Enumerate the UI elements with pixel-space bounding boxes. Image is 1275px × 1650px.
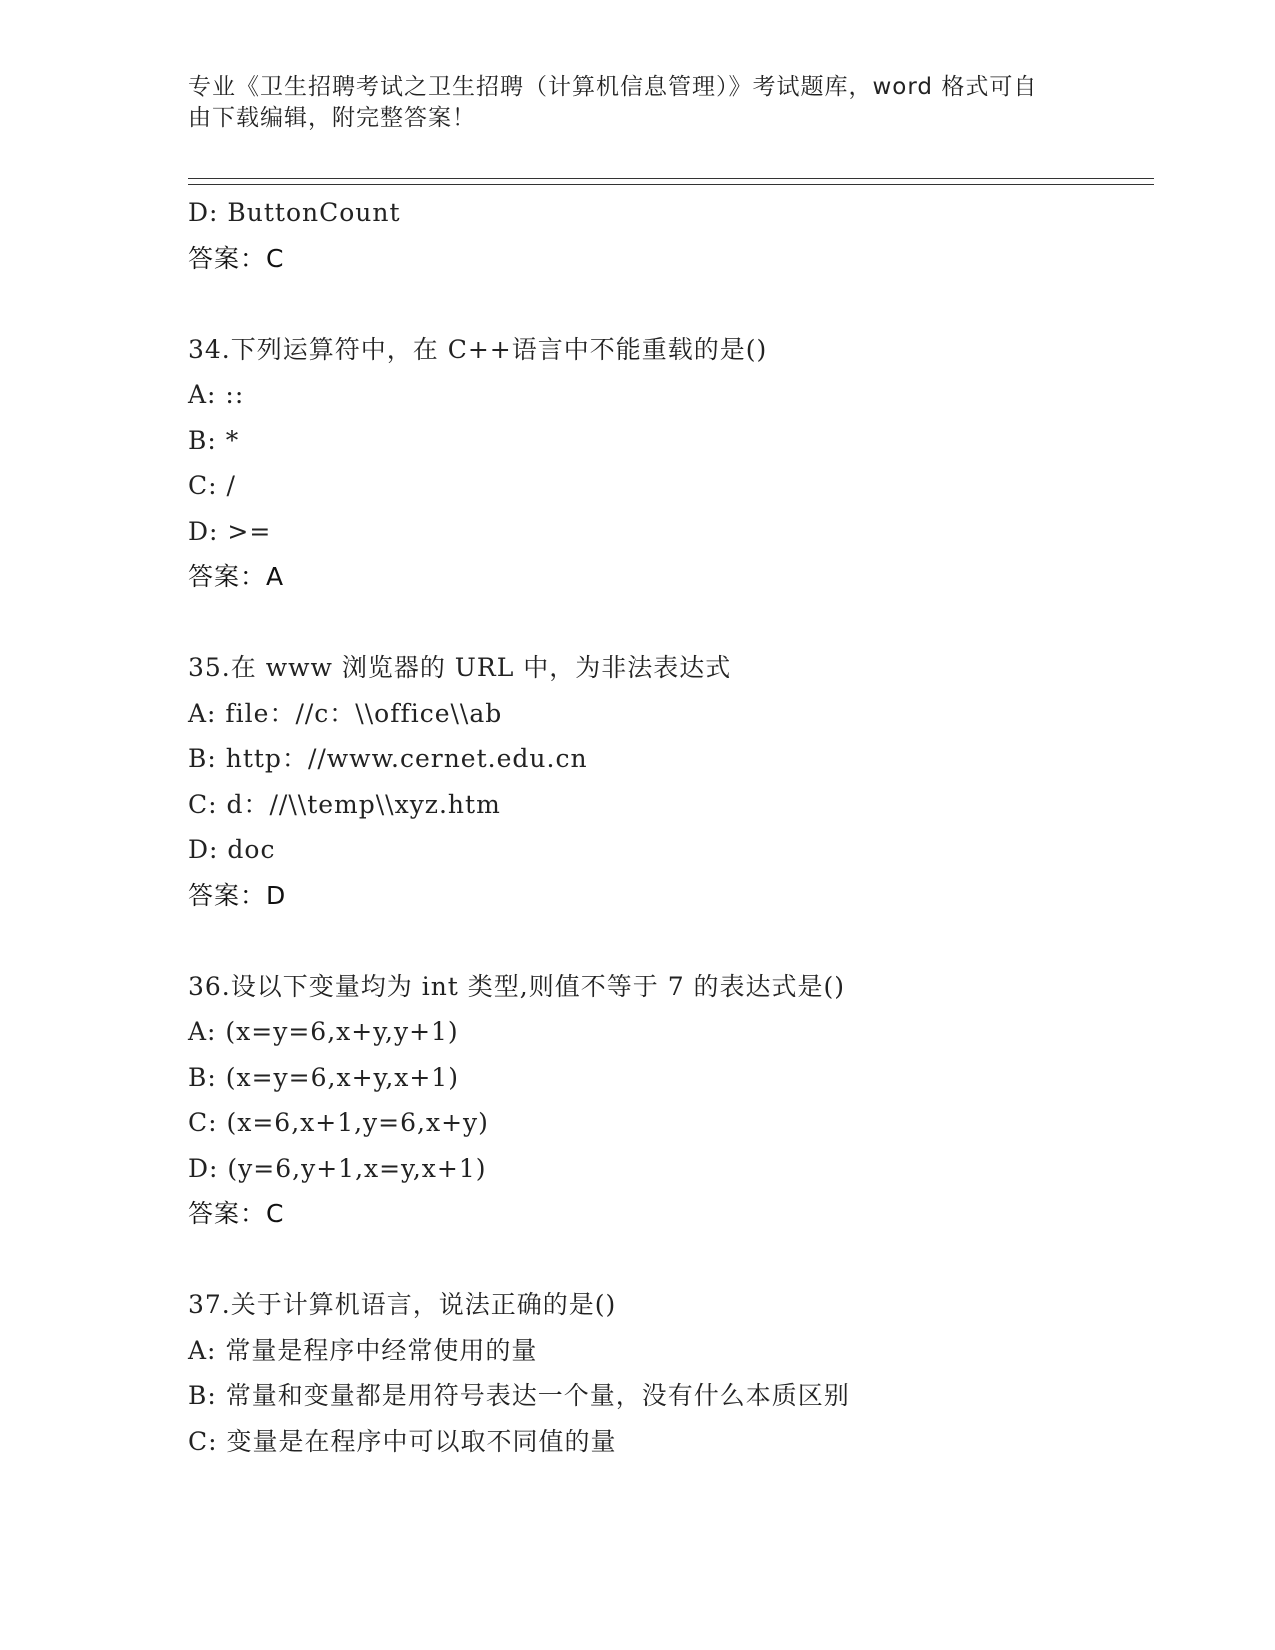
- header-line-2: 由下载编辑，附完整答案！: [188, 105, 476, 131]
- option-a: A: (x=y=6,x+y,y+1): [188, 1017, 459, 1046]
- header-divider-top: [188, 178, 1154, 179]
- option-b: B: http：//www.cernet.edu.cn: [188, 744, 588, 773]
- document-header: [188, 72, 1088, 134]
- question-stem: 35.在 www 浏览器的 URL 中，为非法表达式: [188, 653, 732, 682]
- option-b: B: *: [188, 425, 240, 455]
- answer-line: 答案：D: [188, 880, 287, 910]
- option-c: C: /: [188, 471, 236, 500]
- option-a: A: ::: [188, 380, 245, 409]
- option-c: C: 变量是在程序中可以取不同值的量: [188, 1426, 617, 1456]
- question-list: [188, 190, 1148, 1464]
- question-stem: 37.关于计算机语言，说法正确的是(): [188, 1290, 617, 1319]
- answer-line: 答案：C: [188, 1199, 285, 1228]
- option-d: D: (y=6,y+1,x=y,x+1): [188, 1153, 487, 1183]
- question-stem: 36.设以下变量均为 int 类型,则值不等于 7 的表达式是(): [188, 971, 846, 1001]
- option-d: D: ButtonCount: [188, 198, 401, 227]
- option-c: C: d：//\\temp\\xyz.htm: [188, 789, 501, 819]
- option-d: D: doc: [188, 835, 276, 864]
- answer-line: 答案：A: [188, 562, 285, 591]
- answer-line: 答案：C: [188, 243, 285, 273]
- option-b: B: 常量和变量都是用符号表达一个量，没有什么本质区别: [188, 1381, 850, 1410]
- header-line-1: 专业《卫生招聘考试之卫生招聘（计算机信息管理）》考试题库，word 格式可自: [188, 74, 1038, 100]
- option-a: A: file：//c：\\office\\ab: [188, 698, 503, 728]
- option-d: D: >=: [188, 516, 272, 546]
- option-c: C: (x=6,x+1,y=6,x+y): [188, 1108, 489, 1137]
- option-b: B: (x=y=6,x+y,x+1): [188, 1062, 459, 1092]
- option-a: A: 常量是程序中经常使用的量: [188, 1335, 538, 1365]
- header-divider-bottom: [188, 184, 1154, 185]
- question-stem: 34.下列运算符中，在 C++语言中不能重载的是(): [188, 334, 768, 364]
